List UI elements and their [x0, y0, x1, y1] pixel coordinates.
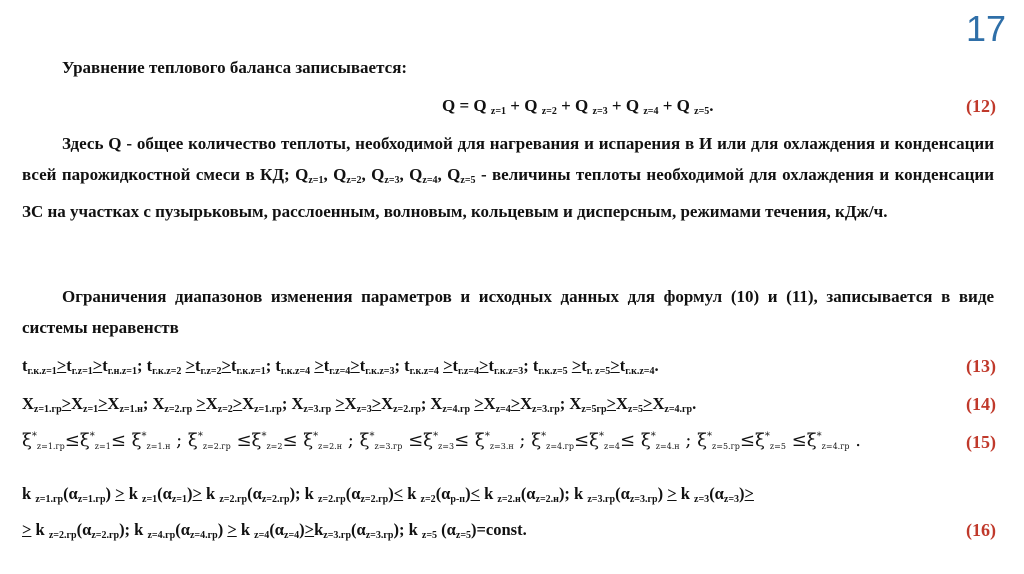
page-number: 17 [965, 8, 1006, 49]
inequality-16-line-1: k $_{z=1.гр}(\alpha_{z=1.гр}) > k$ $_{z=1}(\alpha_{z=1})> k$ $_{z=2.гр}(\alpha_{z=2.гр})$; k $_{z=2.гр}(\alpha_{z=2.гр})< k$ $_{z=2}(\alpha_{р-п})< k$ $_{z=2.н}(\alpha_{z=2.н})$; k $_{z=3.гр}(\alpha_{z=3.гр}) > k$ $_{z=3}(\alpha_{z=3})>$ [22, 484, 754, 505]
inequality-14: $X_{z=1.гр}>X_{z=1}>X_{z=1.н}$; $X_{z=2.гр} >X_{z=2}>X_{z=1.гр}$; $X_{z=3.гр} >X_{z=3}>X_{z=2.гр}$; $X_{z=4.гр} >X_{z=4}>X_{z=3.гр}$; $X_{z=5гр}>X_{z=5}>X_{z=4.гр}$. [22, 394, 697, 415]
equation-number-12: (12) [966, 96, 996, 116]
inequality-13: $t_{г.к.z=1}>t_{г.z=1}>t_{г.н.z=1}$; $t_{г.к.z=2} >t_{г.z=2}>t_{г.к.z=1}$; $t_{г.к.z=4} >t_{г.z=4}>t_{г.к.z=3}$; $t_{г.к.z=4} >t_{г.z=4}>t_{г.к.z=3}$; $t_{г.к.z=5} >t_{г. z=5}>t_{г.к.z=4}$. [22, 356, 659, 377]
para1-end: - величины теплоты необходимой для охлаждения и конденсации ЗС на участках с пузырьковым, расслоенным, волновым, кольцевым и дисперсным, режимами течения, кДж/ч. [22, 165, 995, 221]
intro-text: Уравнение теплового баланса записывается: [62, 58, 408, 77]
equation-12: Q = Q $_{z=1}$ + Q $_{z=2}$ + Q $_{z=3}$ + Q $_{z=4}$ + Q $_{z=5}$. [442, 96, 714, 117]
paragraph-definitions: Здесь Q - общее количество теплоты, необходимой для нагревания и испарения в И или для охлаждения и конденсации всей парожидкостной смеси в КД; $Q_{z=1}$, $Q_{z=2}$, $Q_{z=3}$, $Q_{z=4}$, $Q_{z=5}$ - величины теплоты необходимой для охлаждения и конденсации ЗС на участках с пузырьковым, расслоенным, волновым, кольцевым и дисперсным, режимами течения, кДж/ч. [22, 134, 995, 221]
equation-number-14: (14) [966, 394, 996, 414]
equation-number-13: (13) [966, 356, 996, 376]
inequality-15: $\xi^*_{z=1.гр}\le\xi^*_{z=1}\le \xi^*_{z=1.н}$ ; $\xi^*_{z=2.гр} \le\xi^*_{z=2}\le \xi^*_{z=2.н}$ ; $\xi^*_{z=3.гр} \le\xi^*_{z=3}\le \xi^*_{z=3.н}$ ; $\xi^*_{z=4.гр}\le\xi^*_{z=4}\le \xi^*_{z=4.н}$ ; $\xi^*_{z=5.гр}\le\xi^*_{z=5} \le\xi^*_{z=4.гр}$ . [22, 430, 861, 451]
para1-start: Здесь Q - общее количество теплоты, необходимой для нагревания и испарения в И или для охлаждения и конденсации всей парожидкостной смеси в КД; [22, 134, 994, 184]
equation-number-15: (15) [966, 432, 996, 452]
inequality-16-line-2: > k $_{z=2.гр}(\alpha_{z=2.гр})$; k $_{z=4.гр}(\alpha_{z=4.гр}) > k$ $_{z=4}(\alpha_{z=4})>k_{z=3.гр}(\alpha_{z=3.гр})$; k $_{z=5}$ $(\alpha_{z=5})=const$. [22, 520, 527, 541]
paragraph-constraints: Ограничения диапазонов изменения параметров и исходных данных для формул (10) и (11), записывается в виде системы неравенств [22, 287, 994, 337]
equation-number-16: (16) [966, 520, 996, 540]
